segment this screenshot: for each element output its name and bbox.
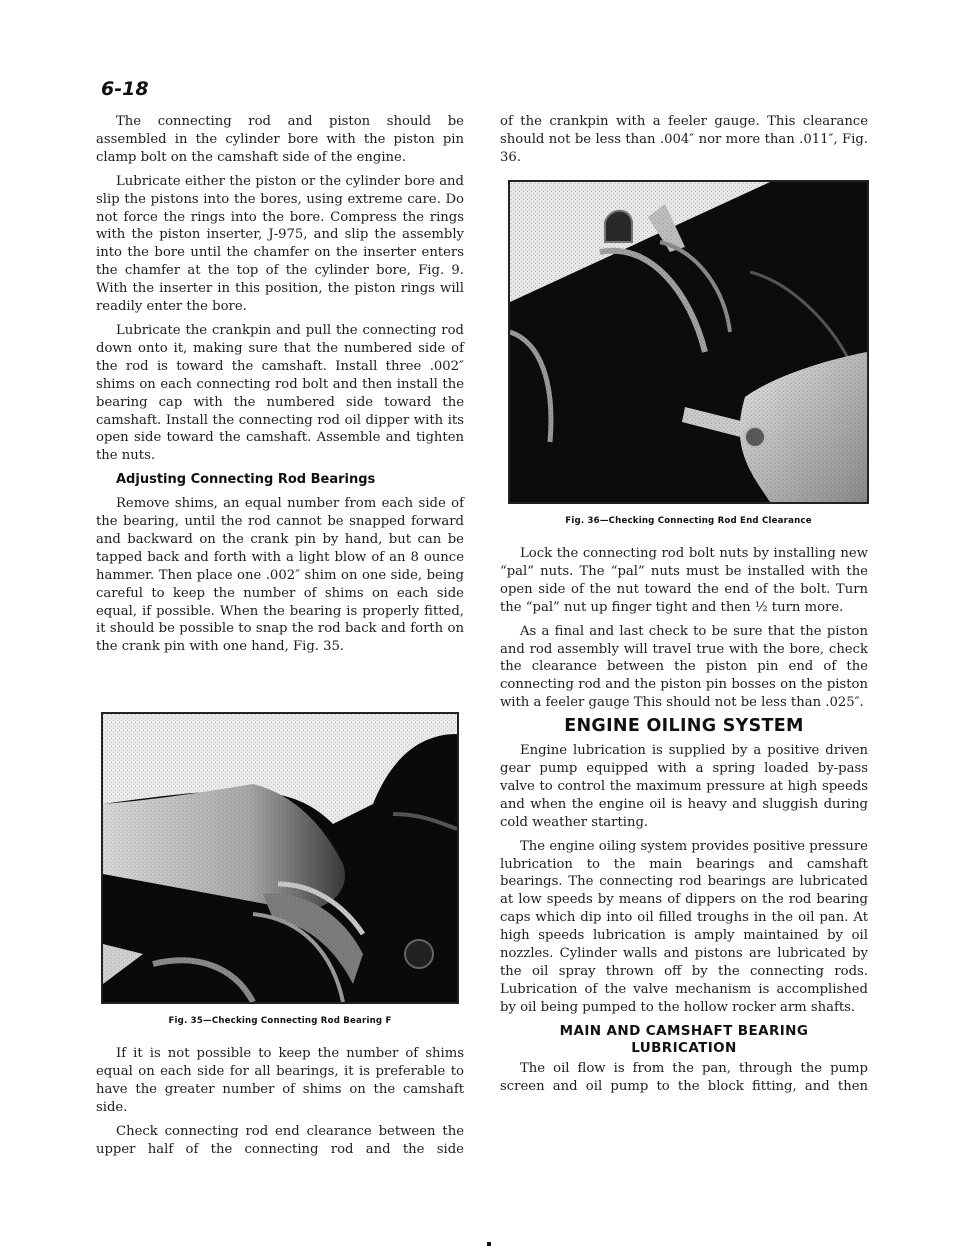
paragraph: Check connecting rod end clearance between the upper half of the connecting rod and the side	[96, 1123, 464, 1157]
figure-35-caption: Fig. 35—Checking Connecting Rod Bearing F	[168, 1016, 392, 1026]
left-column-top	[96, 113, 464, 662]
section-heading-engine-oiling-system: ENGINE OILING SYSTEM	[564, 716, 804, 737]
figure-36-caption: Fig. 36—Checking Connecting Rod End Clearance	[565, 516, 812, 526]
paragraph: If it is not possible to keep the number of shims equal on each side for all bearings, it is preferable to have the greater number of shims on the camshaft side.	[96, 1046, 464, 1115]
paragraph: Lock the connecting rod bolt nuts by installing new “pal” nuts. The “pal” nuts must be installed with the open side of the nut toward the end of the bolt. Turn the “pal” nut up finger tight and then ½ turn more.	[500, 546, 868, 615]
paragraph: The oil flow is from the pan, through the pump screen and oil pump to the block fitting, and then	[500, 1060, 868, 1094]
paragraph: As a final and last check to be sure that the piston and rod assembly will travel true with the bore, check the clearance between the piston pin end of the connecting rod and the piston pin bosses on the piston with a feeler gauge This should not be less than .025″.	[500, 623, 868, 711]
scan-dot-mark	[487, 1242, 491, 1246]
page-number: 6-18	[101, 78, 149, 100]
figure-36-photo	[508, 180, 869, 504]
paragraph: Lubricate either the piston or the cylinder bore and slip the pistons into the bores, using extreme care. Do not force the rings into the bore. Compress the rings with the piston inserter, J-975, and slip the assembly into the bore until the chamfer on the inserter enters the chamfer at the top of the cylinder bore, Fig. 9. With the inserter in this position, the piston rings will readily enter the bore.	[96, 173, 464, 315]
figure-35-photo	[101, 712, 459, 1004]
paragraph: The engine oiling system provides positive pressure lubrication to the main bearings and camshaft bearings. The connecting rod bearings are lubricated at low speeds by means of dippers on the rod bearing caps which dip into oil filled troughs in the oil pan. At high speeds lubrication is amply maintained by oil nozzles. Cylinder walls and pistons are lubricated by the oil spray thrown off by the connecting rods. Lubrication of the valve mechanism is accomplished by oil being pumped to the hollow rocker arm shafts.	[500, 838, 868, 1015]
left-column-bottom	[96, 1045, 464, 1164]
subheading-adjusting-bearings: Adjusting Connecting Rod Bearings	[116, 472, 376, 488]
paragraph: Remove shims, an equal number from each side of the bearing, until the rod cannot be snapped forward and backward on the crank pin by hand, but can be tapped back and forth with a light blow of an 8 ounce hammer. Then place one .002″ shim on one side, being careful to keep the number of shims on each side equal, if possible. When the bearing is properly fitted, it should be possible to snap the rod back and forth on the crank pin with one hand, Fig. 35.	[96, 496, 464, 655]
paragraph: The connecting rod and piston should be assembled in the cylinder bore with the piston pin clamp bolt on the camshaft side of the engine.	[96, 114, 464, 165]
paragraph: Lubricate the crankpin and pull the connecting rod down onto it, making sure that the numbered side of the rod is toward the camshaft. Install three .002″ shims on each connecting rod bolt and then install the bearing cap with the numbered side toward the camshaft. Install the connecting rod oil dipper with its open side toward the camshaft. Assemble and tighten the nuts.	[96, 322, 464, 464]
paragraph: of the crankpin with a feeler gauge. This clearance should not be less than .004″ nor more than .011″, Fig. 36.	[500, 114, 868, 165]
subsection-heading-line-2: LUBRICATION	[631, 1039, 737, 1056]
right-column-bottom	[500, 545, 868, 1101]
paragraph: Engine lubrication is supplied by a positive driven gear pump equipped with a spring loaded by-pass valve to control the maximum pressure at high speeds and when the engine oil is heavy and sluggish during cold weather starting.	[500, 743, 868, 830]
subsection-heading-line-1: MAIN AND CAMSHAFT BEARING	[559, 1022, 809, 1039]
photo-feeler-gauge-check	[510, 182, 867, 502]
photo-hand-on-bearing	[103, 714, 457, 1002]
right-column-top	[500, 113, 868, 173]
subsection-heading-main-camshaft-bearing	[500, 1023, 868, 1057]
